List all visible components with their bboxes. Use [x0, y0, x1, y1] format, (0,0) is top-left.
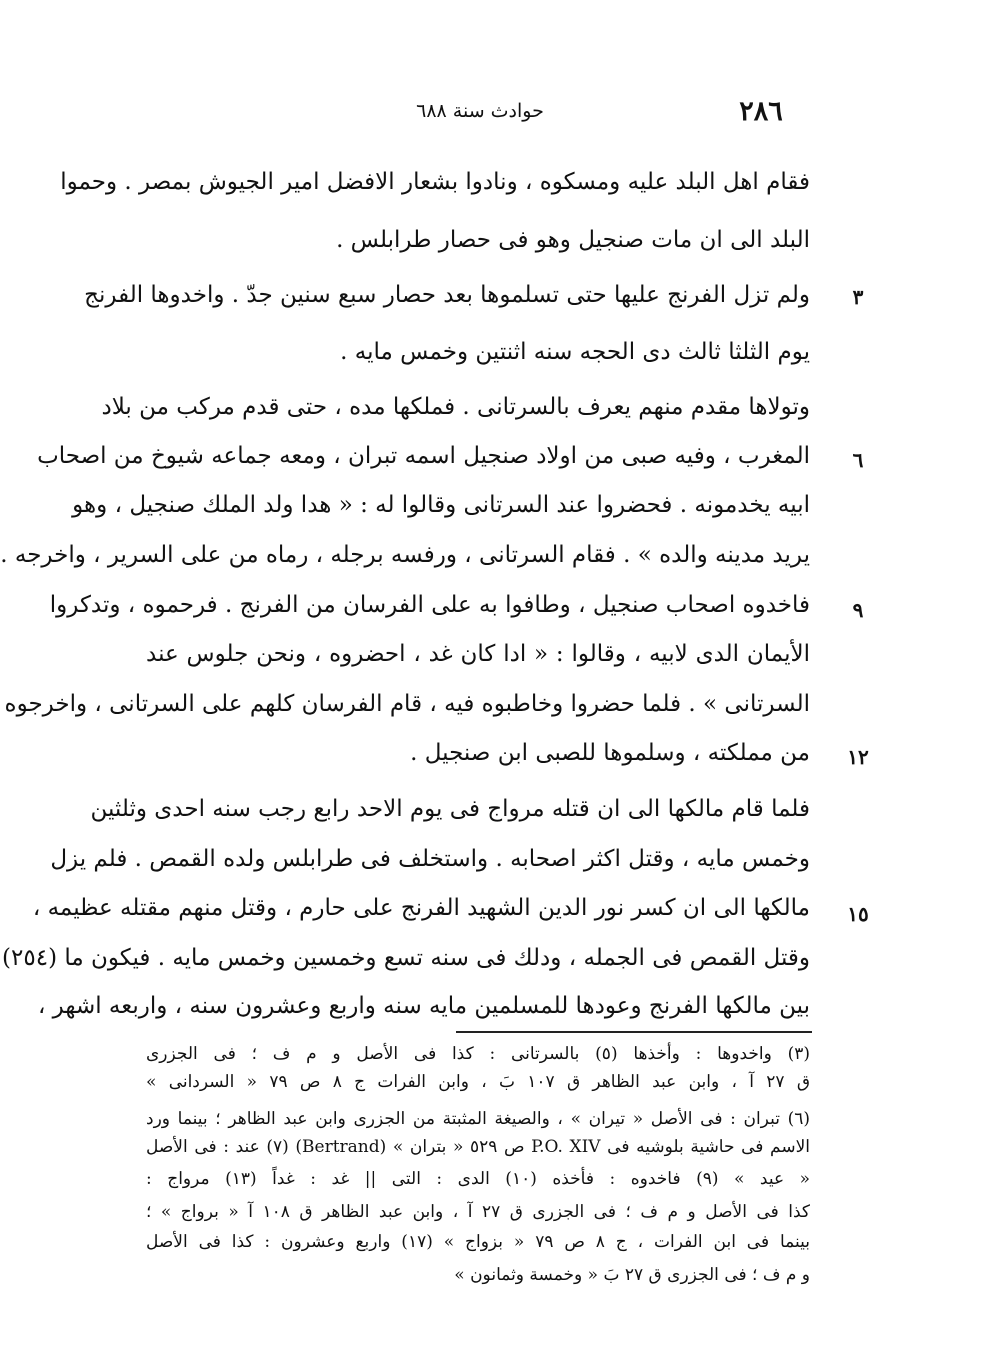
line-number: ٦ — [852, 448, 864, 472]
footnote-line: ق ٢٧ آ ، وابن عبد الظاهر ق ١٠٧ بَ ، وابن الفرات ج ٨ ص ٧٩ « السردانى » — [146, 1072, 811, 1092]
page-number: ٢٨٦ — [739, 96, 783, 127]
body-line: المغرب ، وفيه صبى من اولاد صنجيل اسمه تبران ، ومعه جماعه شيوخ من اصحاب — [37, 443, 810, 469]
line-number: ٣ — [852, 285, 864, 309]
body-line: فقام اهل البلد عليه ومسكوه ، ونادوا بشعار الافضل امير الجيوش بمصر . وحموا — [60, 169, 810, 195]
footnote-line: كذا فى الأصل و م ف ؛ فى الجزرى ق ٢٧ آ ، وابن عبد الظاهر ق ١٠٨ آ « برواج » ؛ — [146, 1202, 810, 1222]
body-line: وقتل القمص فى الجمله ، ودلك فى سنه تسع وخمسين وخمس مايه . فيكون ما (٢٥٤) — [2, 945, 810, 971]
line-number: ٩ — [852, 598, 864, 622]
footnote-rule — [456, 1031, 812, 1033]
body-line: ابيه يخدمونه . فحضروا عند السرتانى وقالوا له : « هدا ولد الملك صنجيل ، وهو — [72, 492, 810, 518]
running-title: حوادث سنة ٦٨٨ — [416, 100, 544, 122]
body-line: مالكها الى ان كسر نور الدين الشهيد الفرنج على حارم ، وقتل منهم مقتله عظيمه ، — [32, 895, 810, 921]
footnote-line: و م ف ؛ فى الجزرى ق ٢٧ بَ « وخمسة وثمانون » — [454, 1265, 810, 1285]
footnote-line: الاسم فى حاشية بلوشيه فى P.O. XIV ص ٥٢٩ « بتران » (Bertrand) (٧) عند : فى الأصل — [146, 1137, 810, 1157]
line-number: ١٢ — [847, 745, 869, 769]
body-line: يوم الثلثا ثالث دى الحجه سنه اثنتين وخمس مايه . — [340, 339, 810, 365]
footnote-line: (٣) واخدوها : وأخذها (٥) بالسرتانى : كذا فى الأصل و م ف ؛ فى الجزرى — [146, 1044, 810, 1064]
body-line: ولم تزل الفرنج عليها حتى تسلموها بعد حصار سبع سنين جدّ . واخدوها الفرنج — [84, 282, 810, 308]
body-line: من مملكته ، وسلموها للصبى ابن صنجيل . — [410, 740, 810, 766]
body-line: السرتانى » . فلما حضروا وخاطبوه فيه ، قام الفرسان كلهم على السرتانى ، واخرجوه — [4, 691, 810, 717]
body-line: وتولاها مقدم منهم يعرف بالسرتانى . فملكها مده ، حتى قدم مركب من بلاد — [101, 394, 810, 420]
body-line: يريد مدينه والده » . فقام السرتانى ، ورفسه برجله ، رماه من على السرير ، واخرجه . — [0, 542, 810, 568]
body-line: الأيمان الدى لابيه ، وقالوا : « ادا كان غد ، احضروه ، ونحن جلوس عند — [146, 641, 810, 667]
body-line: بين مالكها الفرنج وعودها للمسلمين مايه سنه واربع وعشرون سنه ، واربعه اشهر ، — [37, 993, 810, 1019]
footnote-line: بينما فى ابن الفرات ، ج ٨ ص ٧٩ « بزواج » (١٧) واربع وعشرون : كذا فى الأصل — [146, 1232, 810, 1252]
body-line: فلما قام مالكها الى ان قتله مرواج فى يوم الاحد رابع رجب سنه احدى وثلثين — [90, 796, 810, 822]
body-line: البلد الى ان مات صنجيل وهو فى حصار طرابلس . — [336, 227, 810, 253]
line-number: ١٥ — [847, 902, 869, 926]
body-line: فاخدوه اصحاب صنجيل ، وطافوا به على الفرسان من الفرنج . فرحموه ، وتدكروا — [49, 592, 810, 618]
body-line: وخمس مايه ، وقتل اكثر اصحابه . واستخلف فى طرابلس ولده القمص . فلم يزل — [50, 846, 810, 872]
footnote-line: (٦) تبران : فى الأصل « تيران » ، والصيغة المثبتة من الجزرى وابن عبد الظاهر ؛ بينما ورد — [146, 1109, 810, 1129]
footnote-line: « عيد » (٩) فاخدوه : فأخذه (١٠) الدى : التى || غد : غداً (١٣) مرواج : — [146, 1169, 811, 1189]
